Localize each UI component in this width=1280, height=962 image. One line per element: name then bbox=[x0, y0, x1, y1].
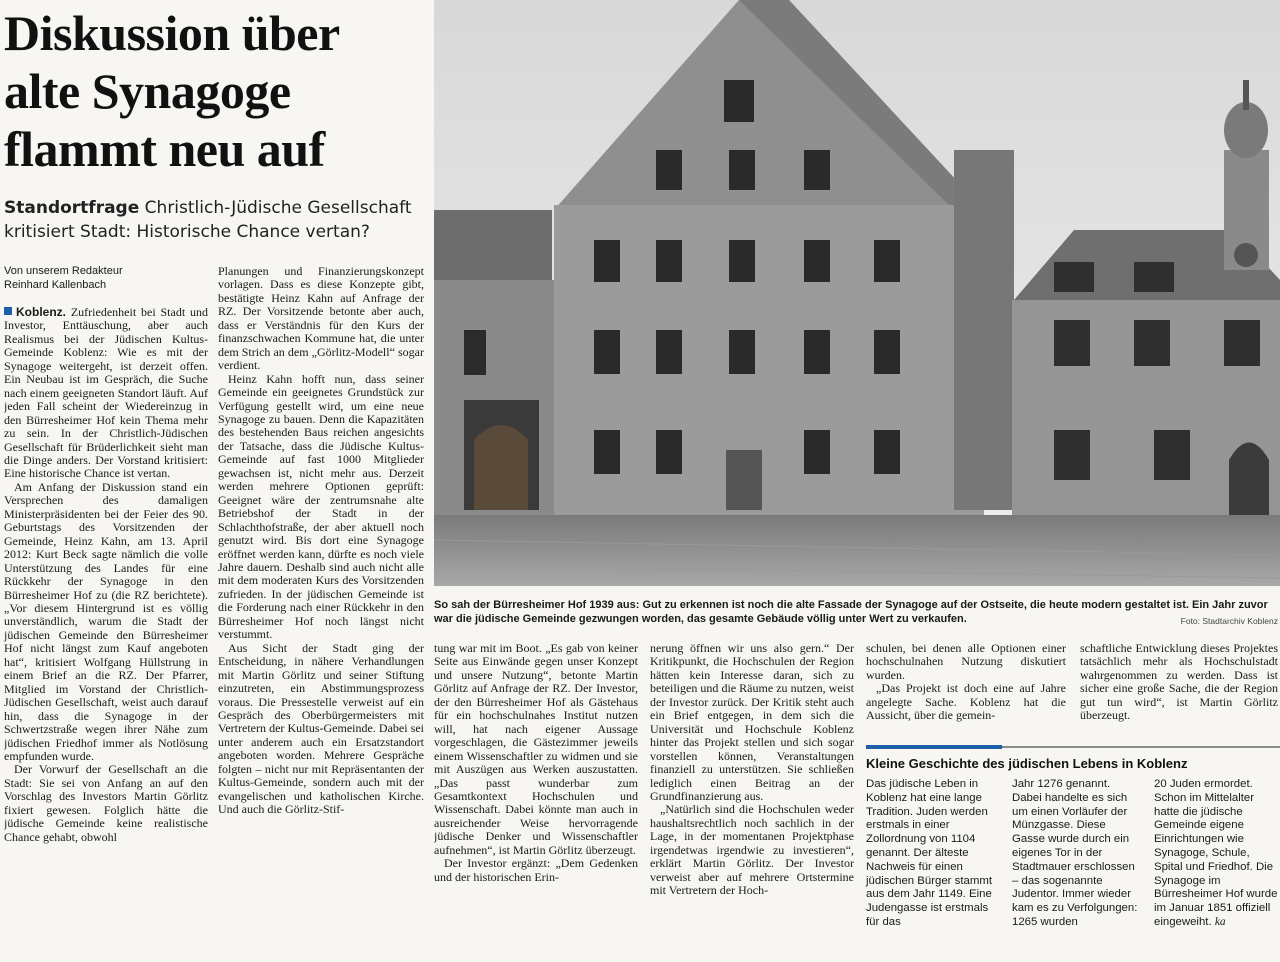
box-title: Kleine Geschichte des jüdischen Lebens in Koblenz bbox=[866, 756, 1188, 771]
photo-credit: Foto: Stadtarchiv Koblenz bbox=[1180, 616, 1278, 626]
buerresheimer-hof-photo bbox=[434, 0, 1280, 586]
article-paragraph: nerung öffnen wir uns also gern.“ Der Kritikpunkt, die Hochschulen der Region hätten kein Interesse daran, sich zu beteiligen und die Räume zu nutzen, weist der Investor zurück. Der Kritik steht auch ein Brief entgegen, in dem sich die Universität und Hochschule Koblenz hinter das Projekt stellen und sich sogar vorstellen können, Veranstaltungen finanziell zu unterstützen. Sie schließen lediglich einen Beitrag an der Grundfinanzierung aus. bbox=[650, 642, 854, 803]
article-paragraph: „Das Projekt ist doch eine auf Jahre angelegte Sache. Koblenz hat die Aussicht, über die gemein- bbox=[866, 681, 1066, 723]
standfirst-kicker: Standortfrage bbox=[4, 198, 140, 218]
article-paragraph: Der Vorwurf der Gesellschaft an die Stadt: Sie sei von Anfang an auf den Vorschlag des Investors Martin Görlitz fixiert gewesen. Folglich hätte die jüdische Gemeinde keine realistische Chance gehabt, obwohl bbox=[4, 762, 208, 844]
article-paragraph: Der Investor ergänzt: „Dem Gedenken und der historischen Erin- bbox=[434, 856, 638, 884]
box-text: Das jüdische Leben in Koblenz hat eine lange Tradition. Juden werden erstmals in einer Zollordnung von 1104 genannt. Der älteste Nachweis für einen jüdischen Bürger stammt aus dem Jahr 1149. Eine Judengasse ist erstmals für das bbox=[866, 778, 992, 928]
box-column-3 bbox=[1154, 778, 1278, 930]
article-column-6 bbox=[1080, 642, 1278, 734]
article-paragraph: Planungen und Finanzierungskonzept vorlagen. Dass es diese Konzepte gibt, bestätigte Heinz Kahn auf Anfrage der RZ. Der Vorsitzende betonte aber auch, dass er Verständnis für den Kurs der finanzschwachen Kommune hat, die unter dem Strich an dem „Görlitz-Modell“ sogar verdient. bbox=[218, 265, 424, 373]
headline-line: flammt neu auf bbox=[4, 121, 325, 177]
article-paragraph: Am Anfang der Diskussion stand ein Versprechen des damaligen Ministerpräsidenten bei der Feier des 90. Geburtstags des Vorsitzenden der Gemeinde, Heinz Kahn, am 13. April 2012: Kurt Beck sagte nämlich die volle Unterstützung des Landes für eine Rückkehr der Synagoge in den Bürresheimer Hof zu (die RZ berichtete). „Vor diesem Hintergrund ist es völlig unverständlich, warum die Stadt der jüdischen Gemeinde den Bürresheimer Hof nicht längst zum Kauf angeboten hat“, kritisiert Wolfgang Hüllstrung in einem Brief an die RZ. Der Pfarrer, Mitglied im Vorstand der Christlich-Jüdischen Gesellschaft, weist auch darauf hin, dass die Synagoge in der Schwertzstraße wegen ihrer Nähe zum jüdischen Friedhof immer als Notlösung empfunden wurde. bbox=[4, 479, 208, 763]
author-signature: ka bbox=[1214, 915, 1226, 928]
byline bbox=[4, 264, 214, 292]
box-column-2 bbox=[1012, 778, 1140, 930]
headline-line: Diskussion über bbox=[4, 5, 340, 61]
box-text-content: 20 Juden ermordet. Schon im Mittelalter hatte die jüdische Gemeinde eigene Einrichtungen wie Synagoge, Schule, Spital und Friedhof. Die Synagoge im Bürresheimer Hof wurde im Januar 1851 offiziell eingeweiht. bbox=[1154, 778, 1278, 928]
box-text bbox=[1154, 778, 1278, 930]
article-paragraph: schulen, bei denen alle Optionen einer hochschulnahen Nutzung diskutiert wurden. bbox=[866, 642, 1066, 682]
article-column-1 bbox=[4, 306, 208, 962]
dateline-marker bbox=[4, 307, 12, 315]
photo-caption: So sah der Bürresheimer Hof 1939 aus: Gut zu erkennen ist noch die alte Fassade der Synagoge auf der Ostseite, die heute modern gestaltet ist. Ein Jahr zuvor war die jüdische Gemeinde gezwungen worden, das gesamte Gebäude völlig unter Wert zu verkaufen. bbox=[434, 599, 1268, 625]
article-paragraph: tung war mit im Boot. „Es gab von keiner Seite aus Einwände gegen unser Konzept und unsere Nutzung“, betonte Martin Görlitz auf Anfrage der RZ. Der Investor, der den Bürresheimer Hof als Gästehaus für ein hochschulnahes Institut nutzen will, hat nach eigener Aussage vorgeschlagen, die Gästezimmer jeweils einem Wissenschaftler zu widmen und sie mit Auszügen aus Werken auszustatten. „Das passt wunderbar zum Gesamtkontext Hochschulen und Wissenschaft. Dabei könnte man auch in ausreichender Weise hervorragende jüdische Denker und Wissenschaftler aufnehmen“, ist Martin Görlitz überzeugt. bbox=[434, 642, 638, 857]
article-column-4 bbox=[650, 642, 854, 962]
article-column-5 bbox=[866, 642, 1066, 734]
dateline: Koblenz. bbox=[16, 306, 66, 319]
standfirst-text: Christlich-Jüdische Gesellschaft kritisiert Stadt: Historische Chance vertan? bbox=[4, 198, 412, 242]
article-paragraph: schaftliche Entwicklung dieses Projektes tatsächlich mehr als Hochschulstadt wahrgenommen zu werden. Dass ist sicher eine große Sache, die der Region gut tun wird“, ist Martin Görlitz überzeugt. bbox=[1080, 642, 1278, 723]
article-paragraph bbox=[4, 306, 208, 481]
box-rule-accent bbox=[866, 745, 1002, 749]
article-paragraph: „Natürlich sind die Hochschulen weder haushaltsrechtlich noch sachlich in der Lage, in der momentanen Projektphase irgendetwas irgendwie zu investieren“, erklärt Martin Görlitz. Der Investor verweist aber auf mehrere Ortstermine mit Vertretern der Hoch- bbox=[650, 802, 854, 898]
headline bbox=[4, 4, 424, 178]
box-rule bbox=[1002, 746, 1280, 748]
box-column-1 bbox=[866, 778, 998, 930]
byline-line: Von unserem Redakteur bbox=[4, 265, 123, 277]
article-column-2 bbox=[218, 265, 424, 962]
headline-line: alte Synagoge bbox=[4, 63, 291, 119]
paragraph-text: Zufriedenheit bei Stadt und Investor, Enttäuschung, aber auch Realismus bei der Jüdischen Kultus-Gemeinde Koblenz: Wie es mit der Synagoge weitergeht, ist derzeit offen. Ein Neubau ist im Gespräch, die Suche nach einem geeigneten Standort läuft. Auf jeden Fall scheint der Wiedereinzug in den Bürresheimer Hof kein Thema mehr zu sein. In der Christlich-Jüdischen Gesellschaft für Brüderlichkeit sieht man die Dinge anders. Der Vorstand kritisiert: Eine historische Chance ist vertan. bbox=[4, 306, 208, 481]
article-column-3 bbox=[434, 642, 638, 962]
box-text: Jahr 1276 genannt. Dabei handelte es sich um einen Vorläufer der Münzgasse. Diese Gasse wurde durch ein eigenes Tor in der Stadtmauer erschlossen – das sogenannte Judentor. Immer wieder kam es zu Verfolgungen: 1265 wurden bbox=[1012, 778, 1138, 928]
historic-photo bbox=[434, 0, 1280, 586]
article-paragraph: Aus Sicht der Stadt ging der Entscheidung, in nähere Verhandlungen mit Martin Görlitz und seiner Stiftung einzutreten, ein Abstimmungsprozess voraus. Die Pressestelle verweist auf ein Gespräch des Oberbürgermeisters mit Vertretern der Kultus-Gemeinde. Dabei sei unter anderem auch ein Ersatzstandort angeboten worden. Mehrere Gespräche folgten – nicht nur mit Repräsentanten der Kultus-Gemeinde, sondern auch mit der evangelischen und katholischen Kirche. Und auch die Görlitz-Stif- bbox=[218, 640, 424, 817]
standfirst bbox=[4, 196, 424, 244]
byline-line: Reinhard Kallenbach bbox=[4, 279, 107, 291]
article-paragraph: Heinz Kahn hofft nun, dass seiner Gemeinde ein geeignetes Grundstück zur Verfügung gestellt wird, um eine neue Synagoge zu bauen. Denn die Kapazitäten des bestehenden Baus reichen angesichts der Tatsache, dass die Jüdische Kultus-Gemeinde auf fast 1000 Mitglieder gewachsen ist, nicht mehr aus. Derzeit werden mehrere Optionen geprüft: Geeignet wäre der zentrumsnahe alte Betriebshof der Stadt in der Schlachthofstraße, der aber aktuell noch genutzt wird. Bis dort eine Synagoge eröffnet werden kann, dürfte es noch viele Jahre dauern. Deshalb sind auch nicht alle mit dem moderaten Kurs des Vorsitzenden zufrieden. In der jüdischen Gemeinde ist die Forderung nach einer Rückkehr in den Bürresheimer Hof noch längst nicht verstummt. bbox=[218, 371, 424, 642]
